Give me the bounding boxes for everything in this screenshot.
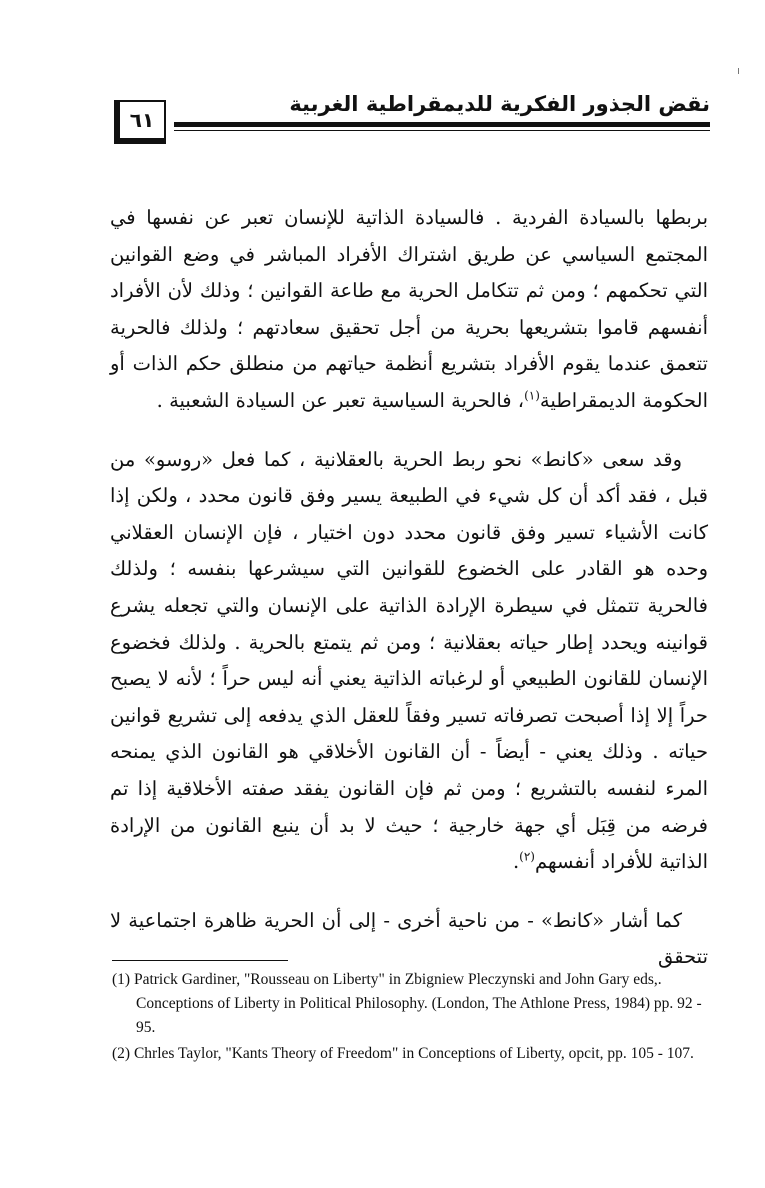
running-header [112, 88, 710, 148]
page-number-box [114, 100, 166, 144]
paragraph [110, 442, 708, 881]
footnote-text: Chrles Taylor, "Kants Theory of Freedom" in Conceptions of Liberty, opcit, pp. 105 - 107. [133, 1045, 694, 1062]
footnote-reference[interactable]: (٢) [519, 849, 535, 864]
footnote-separator [112, 960, 288, 961]
paragraph-tail: ، فالحرية السياسية تعبر عن السيادة الشعبية . [156, 388, 525, 412]
paragraph-text: وقد سعى «كانط» نحو ربط الحرية بالعقلانية ، كما فعل «روسو» من قبل ، فقد أكد أن كل شيء في الطبيعة يسير وفق قانون محدد ، ولكن إذا كانت الأشياء تسير وفق قانون محدد دون اختيار ، فإن الإنسان العقلاني وحده هو القادر على الخضوع للقوانين التي سيشرعها بنفسه ؛ ولذلك فالحرية تتمثل في سيطرة الإرادة الذاتية على الإنسان والتي تجعله يشرع قوانينه ويحدد إطار حياته بعقلانية ؛ ومن ثم يتمتع بالحرية . ولذلك فخضوع الإنسان للقانون الطبيعي أو لرغباته الذاتية يعني أنه ليس حراً ؛ لأنه لا يصبح حراً إلا إذا أصبحت تصرفاته تسير وفقاً للعقل الذي يدفعه إلى تشريع قوانين حياته . وذلك يعني - أيضاً - أن القانون الأخلاقي هو القانون الذي يمنحه المرء لنفسه بالتشريع ؛ ومن ثم فإن القانون يفقد صفته الأخلاقية إذا تم فرضه من قِبَل أي جهة خارجية ؛ حيث لا بد أن ينبع القانون من الإرادة الذاتية للأفراد أنفسهم [110, 447, 708, 874]
header-rule-thick [174, 122, 710, 127]
paragraph [110, 200, 708, 420]
header-rule-thin [174, 130, 710, 131]
body-text [110, 200, 708, 998]
footnote-text: Patrick Gardiner, "Rousseau on Liberty" in Zbigniew Pleczynski and John Gary eds,. Conceptions of Liberty in Political Philosophy. (London, The Athlone Press, 1984) pp. 92 - 95. [133, 971, 702, 1036]
footnote-marker: (1) [112, 971, 131, 988]
footnote-reference[interactable]: (١) [524, 388, 540, 403]
margin-mark [738, 68, 739, 74]
paragraph-text: كما أشار «كانط» - من ناحية أخرى - إلى أن الحرية ظاهرة اجتماعية لا تتحقق [110, 908, 708, 969]
footnote-marker: (2) [112, 1045, 131, 1062]
page-number: ٦١ [129, 108, 155, 132]
running-title: نقض الجذور الفكرية للديمقراطية الغربية [289, 92, 710, 116]
footnote [112, 968, 712, 1040]
paragraph-text: بربطها بالسيادة الفردية . فالسيادة الذاتية للإنسان تعبر عن نفسها في المجتمع السياسي عن طريق اشتراك الأفراد المباشر في وضع القوانين التي تحكمهم ؛ ومن ثم تتكامل الحرية مع طاعة القوانين ؛ وذلك لأن الأفراد أنفسهم قاموا بتشريعها بحرية من أجل تحقيق سعادتهم ؛ ولذلك فالحرية تتعمق عندما يقوم الأفراد بتشريع أنظمة حياتهم من منطلق حكم الذات أو الحكومة الديمقراطية [110, 206, 708, 412]
paragraph-tail: . [512, 850, 520, 874]
footnotes [112, 968, 712, 1068]
footnote [112, 1042, 712, 1066]
paragraph [110, 903, 708, 976]
